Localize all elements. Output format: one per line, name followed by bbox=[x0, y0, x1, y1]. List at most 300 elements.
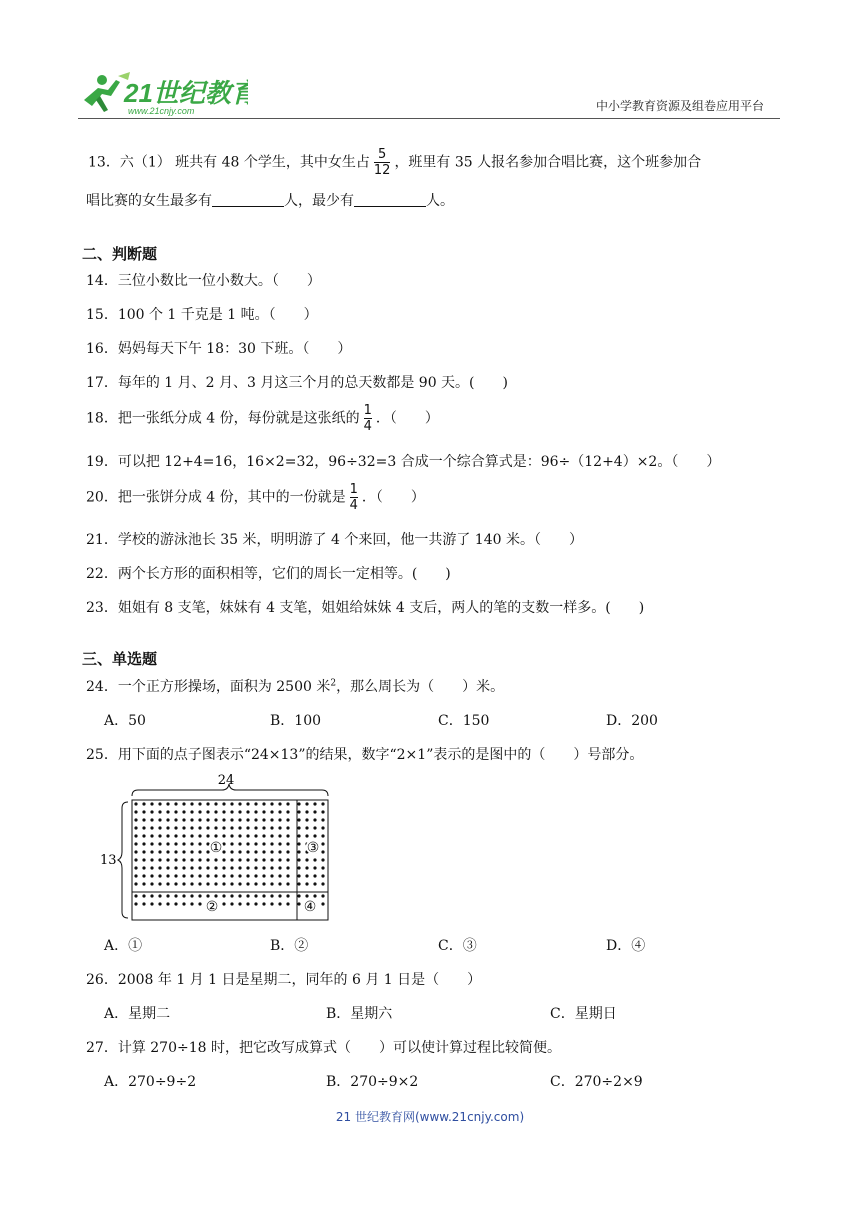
dot bbox=[278, 826, 281, 829]
dot bbox=[297, 874, 300, 877]
dot bbox=[254, 850, 257, 853]
dot bbox=[270, 802, 273, 805]
dot bbox=[238, 826, 241, 829]
q26-option-a[interactable]: A．星期二 bbox=[104, 1006, 171, 1022]
dot bbox=[254, 802, 257, 805]
dot bbox=[166, 858, 169, 861]
dot bbox=[230, 874, 233, 877]
dot bbox=[238, 834, 241, 837]
dot bbox=[174, 842, 177, 845]
dot bbox=[321, 874, 324, 877]
dot bbox=[238, 842, 241, 845]
dot bbox=[150, 826, 153, 829]
dot bbox=[134, 826, 137, 829]
dot bbox=[313, 874, 316, 877]
dot bbox=[198, 818, 201, 821]
dot bbox=[313, 818, 316, 821]
part-3-label: ③ bbox=[306, 840, 320, 856]
dot bbox=[150, 858, 153, 861]
dot bbox=[206, 858, 209, 861]
dot bbox=[214, 866, 217, 869]
dot bbox=[246, 894, 249, 897]
dot bbox=[198, 874, 201, 877]
dot bbox=[305, 882, 308, 885]
dot bbox=[150, 882, 153, 885]
dot bbox=[286, 850, 289, 853]
header-divider bbox=[78, 118, 780, 119]
dot bbox=[190, 866, 193, 869]
dot bbox=[182, 826, 185, 829]
dot bbox=[222, 858, 225, 861]
part-4-label: ④ bbox=[303, 899, 317, 915]
question-27: 27．计算 270÷18 时，把它改写成算式（ ）可以使计算过程比较简便。 bbox=[86, 1040, 561, 1056]
question-18: 18．把一张纸分成 4 份，每份就是这张纸的 $\frac{1}{4}$ ．（ ） bbox=[86, 403, 439, 434]
dot bbox=[142, 894, 145, 897]
dot bbox=[254, 834, 257, 837]
q13-text-a: 13．六（1） 班共有 48 个学生，其中女生占 bbox=[88, 154, 370, 171]
dot bbox=[198, 834, 201, 837]
dot bbox=[158, 894, 161, 897]
dot bbox=[278, 850, 281, 853]
dot bbox=[230, 882, 233, 885]
dot bbox=[262, 810, 265, 813]
dot bbox=[150, 802, 153, 805]
question-21: 21．学校的游泳池长 35 米，明明游了 4 个来回，他一共游了 140 米。（ ） bbox=[86, 532, 583, 548]
dot bbox=[305, 894, 308, 897]
dot bbox=[305, 834, 308, 837]
dot bbox=[262, 858, 265, 861]
dot bbox=[254, 826, 257, 829]
dot bbox=[286, 858, 289, 861]
dot bbox=[206, 874, 209, 877]
dot bbox=[305, 826, 308, 829]
dot bbox=[321, 834, 324, 837]
dot bbox=[230, 826, 233, 829]
question-19: 19．可以把 12+4=16，16×2=32，96÷32=3 合成一个综合算式是：96÷（12+4）×2。（ ） bbox=[86, 454, 721, 470]
dot bbox=[134, 902, 137, 905]
dot bbox=[222, 866, 225, 869]
dot bbox=[182, 866, 185, 869]
footer-site[interactable]: 21 世纪教育网(www.21cnjy.com) bbox=[335, 1110, 525, 1124]
dot bbox=[313, 834, 316, 837]
dot bbox=[134, 802, 137, 805]
dot bbox=[206, 826, 209, 829]
dot bbox=[246, 902, 249, 905]
dot bbox=[286, 834, 289, 837]
dot bbox=[214, 834, 217, 837]
question-20: 20．把一张饼分成 4 份，其中的一份就是 $\frac{1}{4}$ ．（ ） bbox=[86, 482, 425, 513]
dot bbox=[270, 818, 273, 821]
dot bbox=[254, 902, 257, 905]
dot bbox=[222, 894, 225, 897]
dot bbox=[286, 842, 289, 845]
dot bbox=[321, 826, 324, 829]
dot bbox=[222, 902, 225, 905]
dot bbox=[305, 858, 308, 861]
dot bbox=[270, 834, 273, 837]
dot bbox=[313, 826, 316, 829]
dot bbox=[230, 810, 233, 813]
dot bbox=[238, 810, 241, 813]
question-17: 17．每年的 1 月、2 月、3 月这三个月的总天数都是 90 天。( ) bbox=[86, 375, 508, 391]
question-25: 25．用下面的点子图表示“24×13”的结果，数字“2×1”表示的是图中的（ ）号部分。 bbox=[86, 747, 644, 763]
dot bbox=[166, 850, 169, 853]
dot bbox=[198, 882, 201, 885]
dot bbox=[150, 850, 153, 853]
dot bbox=[182, 810, 185, 813]
dot bbox=[158, 810, 161, 813]
dot bbox=[166, 882, 169, 885]
question-15: 15．100 个 1 千克是 1 吨。（ ） bbox=[86, 307, 318, 323]
dot bbox=[246, 810, 249, 813]
dot bbox=[297, 858, 300, 861]
dot bbox=[206, 802, 209, 805]
dot bbox=[158, 842, 161, 845]
dot bbox=[297, 826, 300, 829]
dot bbox=[262, 894, 265, 897]
runner-logo-icon bbox=[78, 70, 248, 118]
dot bbox=[238, 874, 241, 877]
dot bbox=[134, 810, 137, 813]
dot bbox=[230, 850, 233, 853]
question-16: 16．妈妈每天下午 18：30 下班。（ ） bbox=[86, 341, 352, 357]
dot bbox=[174, 894, 177, 897]
dot bbox=[198, 842, 201, 845]
q25-option-b[interactable]: B．② bbox=[270, 938, 309, 954]
dot bbox=[206, 866, 209, 869]
dot bbox=[238, 902, 241, 905]
dot bbox=[262, 834, 265, 837]
dot bbox=[166, 802, 169, 805]
dot bbox=[158, 834, 161, 837]
dot bbox=[198, 802, 201, 805]
dot bbox=[182, 834, 185, 837]
dot bbox=[278, 858, 281, 861]
dot bbox=[150, 818, 153, 821]
dot bbox=[158, 866, 161, 869]
dot bbox=[313, 866, 316, 869]
question-13-line2: 唱比赛的女生最多有 人，最少有 人。 bbox=[86, 193, 454, 209]
dot bbox=[230, 802, 233, 805]
dot bbox=[262, 850, 265, 853]
q20-fraction: $\frac{1}{4}$ bbox=[349, 482, 358, 513]
dot bbox=[321, 858, 324, 861]
dot bbox=[206, 810, 209, 813]
question-24: 24．一个正方形操场，面积为 2500 米$^2$，那么周长为（ ）米。 bbox=[86, 678, 505, 695]
dot bbox=[238, 894, 241, 897]
dot bbox=[182, 882, 185, 885]
dot bbox=[278, 882, 281, 885]
dot bbox=[270, 850, 273, 853]
dot bbox=[190, 902, 193, 905]
dot bbox=[174, 882, 177, 885]
dot bbox=[278, 842, 281, 845]
dot bbox=[190, 818, 193, 821]
dot bbox=[278, 810, 281, 813]
dot bbox=[190, 842, 193, 845]
dot bbox=[190, 858, 193, 861]
dot bbox=[254, 894, 257, 897]
dot bbox=[190, 894, 193, 897]
q13-fraction: $\frac{5}{12}$ bbox=[373, 147, 391, 178]
q25-option-c[interactable]: C．③ bbox=[438, 938, 477, 954]
dot bbox=[158, 818, 161, 821]
dot bbox=[182, 818, 185, 821]
dot bbox=[142, 866, 145, 869]
dot bbox=[222, 850, 225, 853]
dot bbox=[270, 902, 273, 905]
dot bbox=[190, 834, 193, 837]
dot bbox=[222, 874, 225, 877]
dot bbox=[254, 874, 257, 877]
dot bbox=[305, 810, 308, 813]
dot bbox=[198, 850, 201, 853]
q13-text-b: ，班里有 35 人报名参加合唱比赛，这个班参加合 bbox=[394, 154, 702, 171]
q18-fraction: $\frac{1}{4}$ bbox=[363, 403, 372, 434]
dot bbox=[297, 850, 300, 853]
dot bbox=[254, 842, 257, 845]
dot bbox=[238, 882, 241, 885]
dot bbox=[222, 818, 225, 821]
dot bbox=[246, 818, 249, 821]
dot bbox=[246, 882, 249, 885]
dot bbox=[134, 818, 137, 821]
section-title-choice: 三、单选题 bbox=[82, 650, 158, 668]
q24-option-b[interactable]: B．100 bbox=[270, 713, 322, 729]
logo-url: www.21cnjy.com bbox=[128, 106, 195, 116]
dot bbox=[190, 826, 193, 829]
dot bbox=[222, 834, 225, 837]
dot bbox=[230, 818, 233, 821]
dot bbox=[150, 866, 153, 869]
dot bbox=[270, 874, 273, 877]
dot bbox=[158, 850, 161, 853]
dot bbox=[182, 902, 185, 905]
dot bbox=[142, 902, 145, 905]
dot bbox=[182, 894, 185, 897]
dot bbox=[262, 874, 265, 877]
q24-option-d[interactable]: D．200 bbox=[606, 713, 658, 729]
dot bbox=[297, 902, 300, 905]
dot bbox=[198, 866, 201, 869]
dot bbox=[174, 834, 177, 837]
dot bbox=[198, 858, 201, 861]
dot bbox=[321, 842, 324, 845]
dot bbox=[270, 826, 273, 829]
site-logo bbox=[78, 70, 248, 118]
dot bbox=[214, 858, 217, 861]
dot bbox=[174, 874, 177, 877]
dot bbox=[286, 802, 289, 805]
dot bbox=[246, 802, 249, 805]
dot bbox=[214, 894, 217, 897]
dot bbox=[297, 866, 300, 869]
dot bbox=[158, 802, 161, 805]
dot bbox=[190, 850, 193, 853]
dot bbox=[238, 818, 241, 821]
dot bbox=[297, 894, 300, 897]
dot bbox=[206, 894, 209, 897]
dot bbox=[150, 810, 153, 813]
dot bbox=[142, 858, 145, 861]
dot bbox=[198, 894, 201, 897]
dot bbox=[150, 842, 153, 845]
dot bbox=[142, 834, 145, 837]
dot bbox=[174, 902, 177, 905]
dot bbox=[198, 826, 201, 829]
answer-blank-min[interactable] bbox=[354, 192, 426, 207]
dot bbox=[158, 858, 161, 861]
dot bbox=[286, 882, 289, 885]
dot bbox=[190, 810, 193, 813]
dot bbox=[313, 894, 316, 897]
dot bbox=[305, 818, 308, 821]
dot bbox=[321, 850, 324, 853]
q24-option-c[interactable]: C．150 bbox=[438, 713, 490, 729]
dot bbox=[150, 902, 153, 905]
section-title-judge: 二、判断题 bbox=[82, 245, 158, 263]
dot bbox=[150, 874, 153, 877]
question-23: 23．姐姐有 8 支笔，妹妹有 4 支笔，姐姐给妹妹 4 支后，两人的笔的支数一样多。( ) bbox=[86, 600, 645, 616]
dot bbox=[278, 818, 281, 821]
dot bbox=[134, 858, 137, 861]
dot bbox=[286, 826, 289, 829]
q27-option-b[interactable]: B．270÷9×2 bbox=[326, 1074, 419, 1090]
dot bbox=[262, 802, 265, 805]
dot bbox=[321, 818, 324, 821]
dot bbox=[206, 882, 209, 885]
dot bbox=[262, 866, 265, 869]
dot bbox=[166, 842, 169, 845]
dot bbox=[321, 902, 324, 905]
dot bbox=[166, 826, 169, 829]
dot bbox=[134, 834, 137, 837]
dot bbox=[230, 834, 233, 837]
question-14: 14．三位小数比一位小数大。（ ） bbox=[86, 273, 321, 289]
dot bbox=[166, 810, 169, 813]
dot bbox=[270, 858, 273, 861]
dot bbox=[262, 842, 265, 845]
dot bbox=[278, 834, 281, 837]
dot bbox=[158, 826, 161, 829]
dot bbox=[278, 902, 281, 905]
dot bbox=[134, 882, 137, 885]
dot bbox=[313, 882, 316, 885]
q27-option-c[interactable]: C．270÷2×9 bbox=[550, 1074, 643, 1090]
dot bbox=[254, 858, 257, 861]
question-13-line1 bbox=[88, 148, 701, 177]
dot bbox=[174, 826, 177, 829]
dot bbox=[238, 866, 241, 869]
dot bbox=[174, 802, 177, 805]
dot bbox=[142, 882, 145, 885]
dot bbox=[230, 858, 233, 861]
dot bbox=[222, 882, 225, 885]
dot bbox=[246, 866, 249, 869]
dot bbox=[254, 866, 257, 869]
dot bbox=[321, 866, 324, 869]
dot bbox=[142, 874, 145, 877]
dot bbox=[246, 826, 249, 829]
dot bbox=[158, 882, 161, 885]
dot bbox=[174, 850, 177, 853]
dot bbox=[142, 802, 145, 805]
dot bbox=[246, 858, 249, 861]
dot bbox=[198, 902, 201, 905]
question-26: 26．2008 年 1 月 1 日是星期二，同年的 6 月 1 日是（ ） bbox=[86, 972, 482, 988]
dot bbox=[214, 826, 217, 829]
dot bbox=[134, 866, 137, 869]
dot bbox=[305, 866, 308, 869]
dot bbox=[246, 850, 249, 853]
dot bbox=[190, 882, 193, 885]
dot bbox=[278, 866, 281, 869]
dot bbox=[182, 874, 185, 877]
q25-option-a[interactable]: A．① bbox=[104, 938, 143, 954]
dot bbox=[214, 810, 217, 813]
dot bbox=[134, 894, 137, 897]
dot bbox=[286, 874, 289, 877]
q26-option-c[interactable]: C．星期日 bbox=[550, 1006, 617, 1022]
dot bbox=[190, 802, 193, 805]
dot-array-figure bbox=[98, 768, 338, 928]
answer-blank-max[interactable] bbox=[212, 192, 284, 207]
dot bbox=[321, 802, 324, 805]
dot bbox=[297, 810, 300, 813]
dot bbox=[254, 882, 257, 885]
dot bbox=[214, 818, 217, 821]
dot bbox=[214, 882, 217, 885]
dot bbox=[246, 874, 249, 877]
dot bbox=[142, 850, 145, 853]
dot bbox=[286, 818, 289, 821]
dot bbox=[214, 802, 217, 805]
dot bbox=[166, 894, 169, 897]
q27-option-a[interactable]: A．270÷9÷2 bbox=[104, 1074, 197, 1090]
dot bbox=[254, 810, 257, 813]
dot bbox=[230, 894, 233, 897]
dot bbox=[222, 826, 225, 829]
dot bbox=[142, 818, 145, 821]
logo-text: 21世纪教育 bbox=[124, 78, 248, 108]
dot bbox=[174, 866, 177, 869]
dot bbox=[222, 802, 225, 805]
question-22: 22．两个长方形的面积相等，它们的周长一定相等。( ) bbox=[86, 566, 451, 582]
dot bbox=[142, 810, 145, 813]
dot bbox=[150, 894, 153, 897]
dot bbox=[158, 902, 161, 905]
dot bbox=[150, 834, 153, 837]
dot bbox=[182, 802, 185, 805]
dot bbox=[166, 834, 169, 837]
dot bbox=[278, 802, 281, 805]
dot bbox=[297, 882, 300, 885]
dot bbox=[134, 842, 137, 845]
dot bbox=[321, 894, 324, 897]
q25-option-d[interactable]: D．④ bbox=[606, 938, 646, 954]
dot bbox=[313, 858, 316, 861]
q24-option-a[interactable]: A．50 bbox=[104, 713, 146, 729]
dot bbox=[254, 818, 257, 821]
figure-width-label: 24 bbox=[217, 773, 235, 788]
dot bbox=[313, 810, 316, 813]
part-2-label: ② bbox=[205, 899, 219, 915]
dot bbox=[262, 826, 265, 829]
dot bbox=[297, 802, 300, 805]
q26-option-b[interactable]: B．星期六 bbox=[326, 1006, 393, 1022]
dot bbox=[246, 834, 249, 837]
dot bbox=[222, 810, 225, 813]
